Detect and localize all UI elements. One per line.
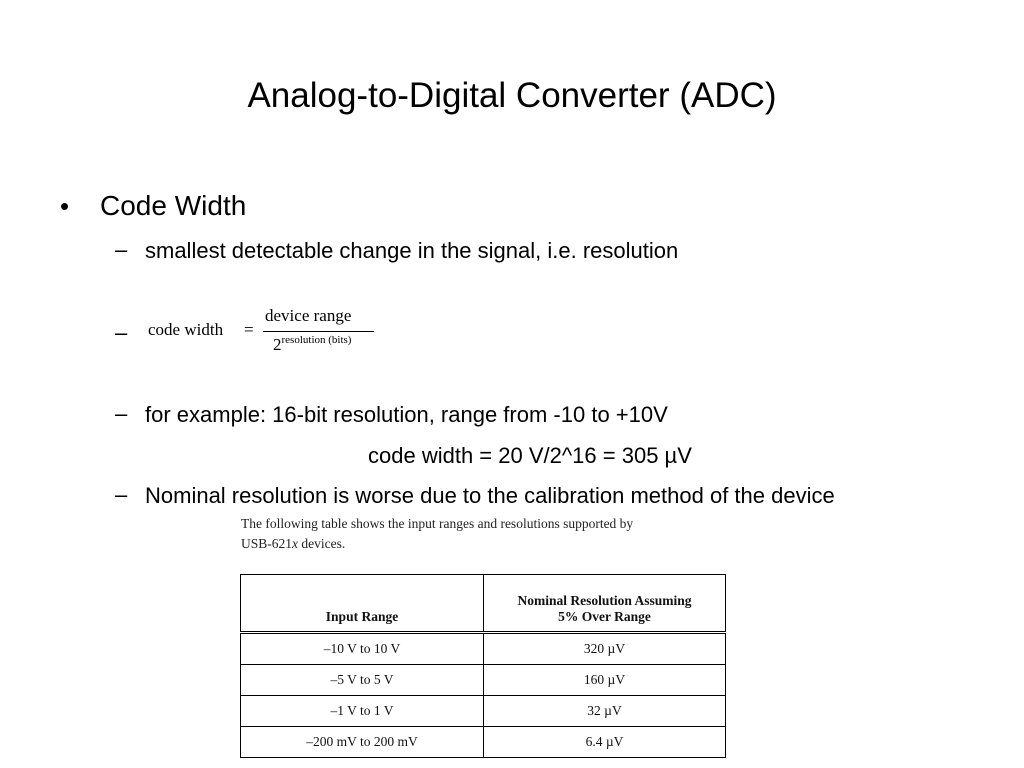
fraction-bar xyxy=(263,331,374,332)
header-line1: Nominal Resolution Assuming xyxy=(517,593,692,608)
dash-marker: – xyxy=(115,482,128,507)
table-row xyxy=(241,633,726,665)
formula-denominator xyxy=(273,334,351,355)
dash-marker: – xyxy=(115,320,128,345)
cell-resolution: 32 µV xyxy=(484,696,726,727)
table-row xyxy=(241,696,726,727)
resolution-table xyxy=(240,574,726,758)
excerpt-caption xyxy=(241,514,633,554)
table-row xyxy=(241,727,726,758)
header-line2: 5% Over Range xyxy=(558,609,651,624)
cell-resolution: 320 µV xyxy=(484,633,726,665)
dash-marker: – xyxy=(115,401,128,426)
cell-input-range: –1 V to 1 V xyxy=(241,696,484,727)
table-row xyxy=(241,665,726,696)
bullet-marker: • xyxy=(60,191,70,221)
bullet-code-width: Code Width xyxy=(100,190,247,221)
table-header-row xyxy=(241,575,726,633)
sub-item-definition: smallest detectable change in the signal, i.e. resolution xyxy=(145,238,679,263)
slide-title: Analog-to-Digital Converter (ADC) xyxy=(247,76,777,115)
example-calculation: code width = 20 V/2^16 = 305 µV xyxy=(368,443,692,468)
formula-exponent: resolution (bits) xyxy=(281,334,352,346)
resolution-table-wrap xyxy=(240,574,726,758)
formula-numerator: device range xyxy=(265,306,352,325)
cell-input-range: –10 V to 10 V xyxy=(241,633,484,665)
sub-item-example: for example: 16-bit resolution, range from -10 to +10V xyxy=(145,402,668,427)
dash-marker: – xyxy=(115,237,128,262)
excerpt-line2: USB-621x devices. xyxy=(241,536,346,551)
header-input-range: Input Range xyxy=(241,575,484,633)
formula-equals: = xyxy=(244,320,254,339)
cell-resolution: 6.4 µV xyxy=(484,727,726,758)
cell-input-range: –5 V to 5 V xyxy=(241,665,484,696)
cell-input-range: –200 mV to 200 mV xyxy=(241,727,484,758)
formula-lhs: code width xyxy=(148,320,224,339)
cell-resolution: 160 µV xyxy=(484,665,726,696)
formula-base: 2 xyxy=(273,335,282,354)
header-nominal-resolution xyxy=(484,575,726,633)
excerpt-line1: The following table shows the input ranges and resolutions supported by xyxy=(241,516,634,531)
sub-item-nominal: Nominal resolution is worse due to the calibration method of the device xyxy=(145,483,835,508)
